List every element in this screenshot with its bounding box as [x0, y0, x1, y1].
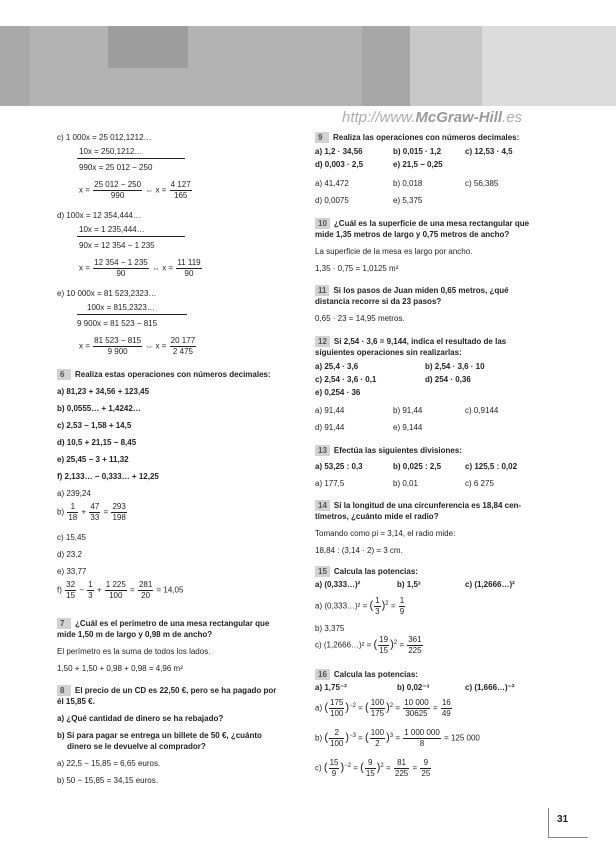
publisher-url: http://www.McGraw-Hill.es	[342, 109, 523, 126]
answer-formula: a) (0,333…)² = ( $\frac{1}{3}$ )$^2$ = $\frac{1}{9}$	[315, 596, 405, 616]
answer: La superficie de la mesa es largo por ancho.	[315, 247, 473, 256]
exercise-item: d) 0,003 · 2,5	[315, 160, 364, 169]
answer: b) 0,018	[393, 179, 423, 188]
text-line: 90x = 12 354 − 1 235	[79, 241, 155, 250]
exercise-item: b) Si para pagar se entrega un billete de 50 €, ¿cuánto	[57, 731, 262, 740]
answer: a) 239,24	[57, 489, 91, 498]
answer: 18,84 : (3,14 · 2) = 3 cm.	[315, 546, 403, 555]
answer: b) 0,01	[393, 479, 418, 488]
exercise-14-title: 14 Si la longitud de una circunferencia es 18,84 cen-	[315, 500, 521, 511]
exercise-title-line: él 15,85 €.	[57, 697, 95, 706]
exercise-item: d) 10,5 + 21,15 − 8,45	[57, 438, 137, 447]
answer: e) 9,144	[393, 423, 423, 432]
underline	[77, 314, 187, 315]
answer: d) 0,0075	[315, 196, 349, 205]
exercise-item: a) 25,4 · 3,6	[315, 362, 359, 371]
exercise-item: b) 2,54 · 3,6 · 10	[425, 362, 485, 371]
exercise-item: dinero se le devuelve al comprador?	[67, 742, 206, 751]
exercise-16-title: 16 Calcula las potencias:	[315, 669, 418, 680]
underline	[77, 158, 185, 159]
answer: b) 3,375	[315, 624, 345, 633]
text-line: 9 900x = 81 523 − 815	[77, 319, 158, 328]
exercise-title-line: tímetros, ¿cuánto mide el radio?	[315, 512, 439, 521]
exercise-title-line: siguientes operaciones sin realizarlas:	[315, 348, 462, 357]
answer-formula: c) ( $\frac{15}{9}$ )$^{-2}$ = ( $\frac{9}{15}$ )$^2$ = $\frac{81}{225}$ = $\frac{9}{25}$	[315, 758, 431, 778]
formula: x = $\frac{81 523 - 815}{9 900}$ ⇔ x = $\frac{20 177}{2 475}$	[79, 336, 196, 356]
answer: b) 91,44	[393, 406, 423, 415]
exercise-item: c) (1,2666…)²	[465, 580, 515, 589]
exercise-10-title: 10 ¿Cuál es la superficie de una mesa rectangular que	[315, 218, 529, 229]
exercise-item: e) 21,5 − 0,25	[393, 160, 443, 169]
exercise-11-title: 11 Si los pasos de Juan miden 0,65 metros, ¿qué	[315, 285, 509, 296]
exercise-item: a) (0,333…)²	[315, 580, 361, 589]
exercise-9-title: 9 Realiza las operaciones con números decimales:	[315, 132, 519, 143]
answer: d) 91,44	[315, 423, 345, 432]
answer: Tomando como pi = 3,14, el radio mide:	[315, 529, 456, 538]
exercise-item: b) 0,02⁻³	[397, 683, 430, 692]
exercise-8-title: 8 El precio de un CD es 22,50 €, pero se ha pagado por	[57, 685, 276, 696]
answer: a) 177,5	[315, 479, 345, 488]
exercise-item: a) 53,25 : 0,3	[315, 462, 363, 471]
text-line: 10x = 1 235,444…	[79, 225, 145, 234]
exercise-12-title: 12 Si 2,54 · 3,6 = 9,144, indica el resultado de las	[315, 336, 506, 347]
answer: 1,35 · 0,75 = 1,0125 m²	[315, 264, 399, 273]
exercise-item: b) 1,5³	[397, 580, 421, 589]
exercise-item: b) 0,0555… + 1,4242…	[57, 404, 141, 413]
page-number: 31	[557, 814, 569, 825]
answer: c) 6 275	[465, 479, 494, 488]
text-line: c) 1 000x = 25 012,1212…	[57, 133, 152, 142]
exercise-item: f) 2,133… − 0,333… + 12,25	[57, 472, 159, 481]
exercise-item: e) 0,254 · 36	[315, 388, 361, 397]
answer: El perímetro es la suma de todos los lados.	[57, 647, 211, 656]
answer: a) 91,44	[315, 406, 345, 415]
text-line: 990x = 25 012 − 250	[79, 163, 153, 172]
text-line: 100x = 815,2323…	[87, 303, 155, 312]
exercise-item: a) ¿Qué cantidad de dinero se ha rebajado?	[57, 714, 224, 723]
exercise-item: a) 1,75⁻²	[315, 683, 347, 692]
text-line: e) 10 000x = 81 523,2323…	[57, 289, 157, 298]
exercise-item: c) 12,53 · 4,5	[465, 147, 513, 156]
exercise-item: e) 25,45 − 3 + 11,32	[57, 455, 129, 464]
exercise-7-title: 7 ¿Cuál es el perímetro de una mesa rectangular que	[57, 618, 269, 629]
answer: b) 50 − 15,85 = 34,15 euros.	[57, 776, 158, 785]
underline	[77, 236, 185, 237]
exercise-item: d) 254 · 0,36	[425, 375, 471, 384]
answer: e) 5,375	[393, 196, 423, 205]
answer: c) 0,9144	[465, 406, 499, 415]
answer-formula: f) $\frac{32}{15}$ − $\frac{1}{3}$ + $\frac{1 225}{100}$ = $\frac{281}{20}$ = 14,05	[57, 580, 184, 600]
exercise-item: c) 125,5 : 0,02	[465, 462, 518, 471]
answer: 0,65 · 23 = 14,95 metros.	[315, 314, 405, 323]
exercise-item: a) 1,2 · 34,56	[315, 147, 363, 156]
answer: c) 56,385	[465, 179, 499, 188]
header-band	[0, 26, 616, 106]
answer-formula: b) $\frac{1}{18}$ + $\frac{47}{33}$ = $\frac{293}{198}$	[57, 502, 126, 522]
exercise-title-line: mide 1,50 m de largo y 0,98 m de ancho?	[57, 630, 213, 639]
exercise-6-title: 6 Realiza estas operaciones con números decimales:	[57, 369, 271, 380]
answer: a) 41,472	[315, 179, 349, 188]
answer-formula: b) ( $\frac{2}{100}$ )$^{-3}$ = ( $\frac{100}{2}$ )$^3$ = $\frac{1 000 000}{8}$ = 125 000	[315, 728, 480, 748]
answer: a) 22,5 − 15,85 = 6,65 euros.	[57, 759, 161, 768]
answer-formula: c) (1,2666…)² = ( $\frac{19}{15}$ )$^2$ = $\frac{361}{225}$	[315, 635, 422, 655]
answer: 1,50 + 1,50 + 0,98 + 0,98 = 4,96 m²	[57, 664, 183, 673]
answer-formula: a) ( $\frac{175}{100}$ )$^{-2}$ = ( $\frac{100}{175}$ )$^2$ = $\frac{10 000}{30625}$ = $\frac{16}{49}$	[315, 698, 451, 718]
exercise-title-line: mide 1,35 metros de largo y 0,75 metros de ancho?	[315, 230, 510, 239]
formula: x = $\frac{12 354 - 1 235}{90}$ ⇔ x = $\frac{11 119}{90}$	[79, 258, 201, 278]
answer: c) 15,45	[57, 533, 86, 542]
exercise-item: c) 2,53 − 1,58 + 14,5	[57, 421, 132, 430]
text-line: d) 100x = 12 354,444…	[57, 211, 141, 220]
exercise-item: c) 2,54 · 3,6 · 0,1	[315, 375, 377, 384]
formula: x = $\frac{25 012 - 250}{990}$ ⇔ x = $\frac{4 127}{165}$	[79, 180, 191, 200]
page-number-box	[548, 808, 588, 838]
exercise-item: b) 0,015 · 1,2	[393, 147, 442, 156]
exercise-item: a) 81,23 + 34,56 + 123,45	[57, 387, 150, 396]
exercise-item: b) 0,025 : 2,5	[393, 462, 442, 471]
answer: d) 23,2	[57, 550, 82, 559]
text-line: 10x = 250,1212…	[79, 147, 143, 156]
exercise-item: c) (1,666…)⁻²	[465, 683, 515, 692]
exercise-15-title: 15 Calcula las potencias:	[315, 566, 418, 577]
exercise-title-line: distancia recorre si da 23 pasos?	[315, 297, 442, 306]
exercise-13-title: 13 Efectúa las siguientes divisiones:	[315, 445, 462, 456]
answer: e) 33,77	[57, 567, 87, 576]
